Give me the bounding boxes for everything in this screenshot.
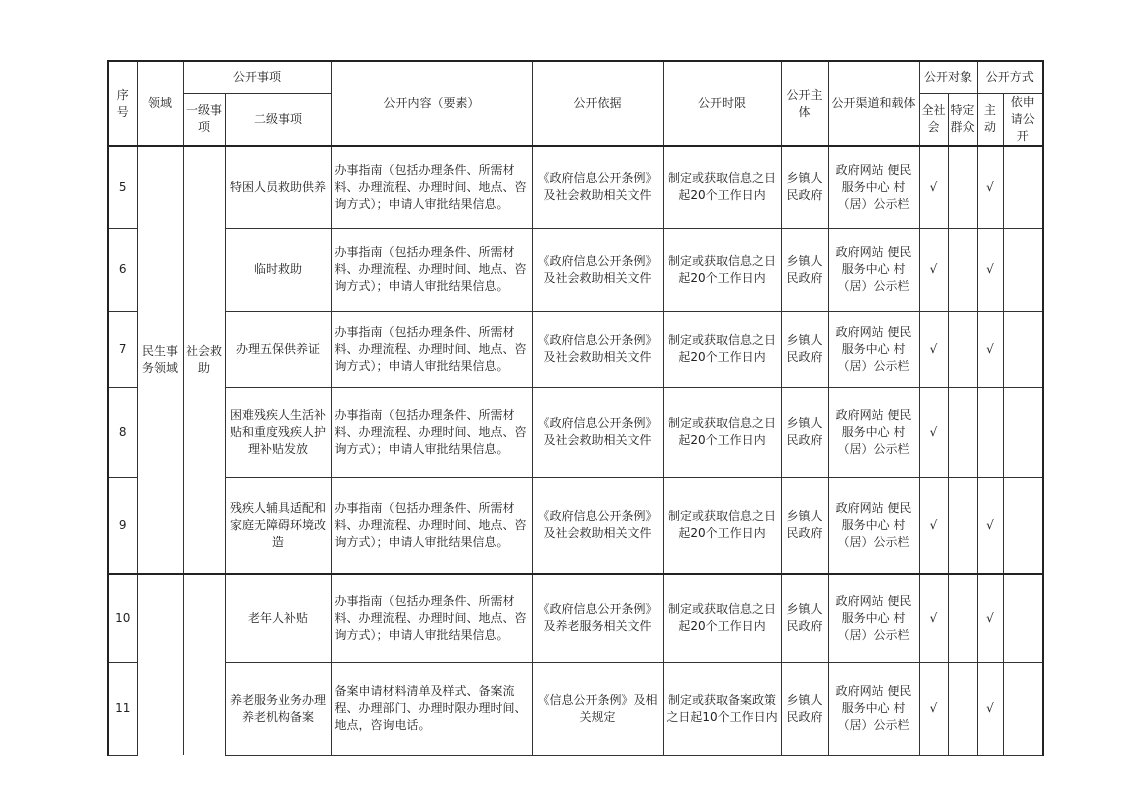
row-check-all: √	[919, 146, 948, 228]
row-basis: 《政府信息公开条例》及社会救助相关文件	[532, 311, 663, 387]
row-level2: 困难残疾人生活补贴和重度残疾人护理补贴发放	[225, 387, 331, 477]
row-level2: 残疾人辅具适配和家庭无障碍环境改造	[225, 477, 331, 574]
row-content: 办事指南（包括办理条件、所需材料、办理流程、办理时间、地点、咨询方式）；申请人审批结果信息。	[331, 311, 532, 387]
field-cell-empty	[137, 574, 183, 755]
row-seq: 11	[108, 662, 137, 755]
row-seq: 9	[108, 477, 137, 574]
row-timeframe: 制定或获取信息之日起20个工作日内	[663, 311, 781, 387]
row-timeframe: 制定或获取信息之日起20个工作日内	[663, 387, 781, 477]
row-check-specific	[948, 146, 977, 228]
row-channel: 政府网站 便民服务中心 村（居）公示栏	[828, 574, 919, 662]
row-content: 办事指南（包括办理条件、所需材料、办理流程、办理时间、地点、咨询方式）；申请人审批结果信息。	[331, 477, 532, 574]
row-check-all: √	[919, 477, 948, 574]
row-level2: 养老服务业务办理养老机构备案	[225, 662, 331, 755]
row-check-specific	[948, 311, 977, 387]
row-seq: 10	[108, 574, 137, 662]
row-seq: 5	[108, 146, 137, 228]
header-method-group: 公开方式	[977, 61, 1043, 93]
row-check-active: √	[977, 228, 1003, 311]
header-level1: 一级事项	[183, 93, 225, 146]
row-subject: 乡镇人民政府	[781, 311, 828, 387]
table-row	[108, 146, 1043, 228]
row-level2: 办理五保供养证	[225, 311, 331, 387]
row-check-active: √	[977, 311, 1003, 387]
row-content: 办事指南（包括办理条件、所需材料、办理流程、办理时间、地点、咨询方式）；申请人审批结果信息。	[331, 387, 532, 477]
header-level2: 二级事项	[225, 93, 331, 146]
row-check-specific	[948, 228, 977, 311]
row-check-active: √	[977, 662, 1003, 755]
header-target-all: 全社会	[919, 93, 948, 146]
row-check-request	[1003, 146, 1043, 228]
row-seq: 8	[108, 387, 137, 477]
row-seq: 6	[108, 228, 137, 311]
row-check-all: √	[919, 311, 948, 387]
row-basis: 《政府信息公开条例》及社会救助相关文件	[532, 387, 663, 477]
row-timeframe: 制定或获取备案政策之日起10个工作日内	[663, 662, 781, 755]
row-channel: 政府网站 便民服务中心 村（居）公示栏	[828, 146, 919, 228]
row-check-specific	[948, 662, 977, 755]
row-basis: 《政府信息公开条例》及社会救助相关文件	[532, 477, 663, 574]
row-timeframe: 制定或获取信息之日起20个工作日内	[663, 146, 781, 228]
row-check-all: √	[919, 228, 948, 311]
header-channel: 公开渠道和载体	[828, 61, 919, 146]
header-target-group: 公开对象	[919, 61, 977, 93]
row-basis: 《政府信息公开条例》及社会救助相关文件	[532, 146, 663, 228]
row-check-active: √	[977, 146, 1003, 228]
row-level2: 临时救助	[225, 228, 331, 311]
level1-cell: 社会救助	[183, 146, 225, 574]
row-check-request	[1003, 477, 1043, 574]
row-check-active: √	[977, 574, 1003, 662]
row-check-active: √	[977, 477, 1003, 574]
row-content: 办事指南（包括办理条件、所需材料、办理流程、办理时间、地点、咨询方式）；申请人审批结果信息。	[331, 146, 532, 228]
row-check-specific	[948, 574, 977, 662]
row-subject: 乡镇人民政府	[781, 477, 828, 574]
row-check-specific	[948, 387, 977, 477]
field-cell: 民生事务领域	[137, 146, 183, 574]
header-items-group: 公开事项	[183, 61, 331, 93]
level1-cell-empty	[183, 574, 225, 755]
row-content: 备案申请材料清单及样式、备案流程、办理部门、办理时限办理时间、地点，咨询电话。	[331, 662, 532, 755]
row-level2: 特困人员救助供养	[225, 146, 331, 228]
table-row	[108, 574, 1043, 662]
row-subject: 乡镇人民政府	[781, 228, 828, 311]
row-timeframe: 制定或获取信息之日起20个工作日内	[663, 228, 781, 311]
row-basis: 《政府信息公开条例》及社会救助相关文件	[532, 228, 663, 311]
row-channel: 政府网站 便民服务中心 村（居）公示栏	[828, 228, 919, 311]
row-check-all: √	[919, 387, 948, 477]
row-check-request	[1003, 574, 1043, 662]
row-content: 办事指南（包括办理条件、所需材料、办理流程、办理时间、地点、咨询方式）；申请人审批结果信息。	[331, 228, 532, 311]
row-level2: 老年人补贴	[225, 574, 331, 662]
row-check-all: √	[919, 574, 948, 662]
row-channel: 政府网站 便民服务中心 村（居）公示栏	[828, 662, 919, 755]
row-check-specific	[948, 477, 977, 574]
row-timeframe: 制定或获取信息之日起20个工作日内	[663, 477, 781, 574]
header-subject: 公开主体	[781, 61, 828, 146]
row-channel: 政府网站 便民服务中心 村（居）公示栏	[828, 311, 919, 387]
table-row	[108, 662, 1043, 755]
row-basis: 《信息公开条例》及相关规定	[532, 662, 663, 755]
row-check-all: √	[919, 662, 948, 755]
row-check-request	[1003, 662, 1043, 755]
row-check-request	[1003, 387, 1043, 477]
table-row	[108, 477, 1043, 574]
header-target-specific: 特定群众	[948, 93, 977, 146]
header-seq: 序号	[108, 61, 137, 146]
row-content: 办事指南（包括办理条件、所需材料、办理流程、办理时间、地点、咨询方式）；申请人审批结果信息。	[331, 574, 532, 662]
header-field: 领域	[137, 61, 183, 146]
row-seq: 7	[108, 311, 137, 387]
row-basis: 《政府信息公开条例》及养老服务相关文件	[532, 574, 663, 662]
disclosure-table	[107, 60, 1044, 756]
header-method-active: 主动	[977, 93, 1003, 146]
row-check-request	[1003, 311, 1043, 387]
row-check-request	[1003, 228, 1043, 311]
row-subject: 乡镇人民政府	[781, 662, 828, 755]
row-subject: 乡镇人民政府	[781, 387, 828, 477]
row-channel: 政府网站 便民服务中心 村（居）公示栏	[828, 477, 919, 574]
header-method-request: 依申请公开	[1003, 93, 1043, 146]
header-basis: 公开依据	[532, 61, 663, 146]
row-check-active	[977, 387, 1003, 477]
table-row	[108, 228, 1043, 311]
header-timeframe: 公开时限	[663, 61, 781, 146]
table-row	[108, 387, 1043, 477]
row-subject: 乡镇人民政府	[781, 574, 828, 662]
row-timeframe: 制定或获取信息之日起20个工作日内	[663, 574, 781, 662]
header-content: 公开内容（要素）	[331, 61, 532, 146]
row-channel: 政府网站 便民服务中心 村（居）公示栏	[828, 387, 919, 477]
table-row	[108, 311, 1043, 387]
row-subject: 乡镇人民政府	[781, 146, 828, 228]
